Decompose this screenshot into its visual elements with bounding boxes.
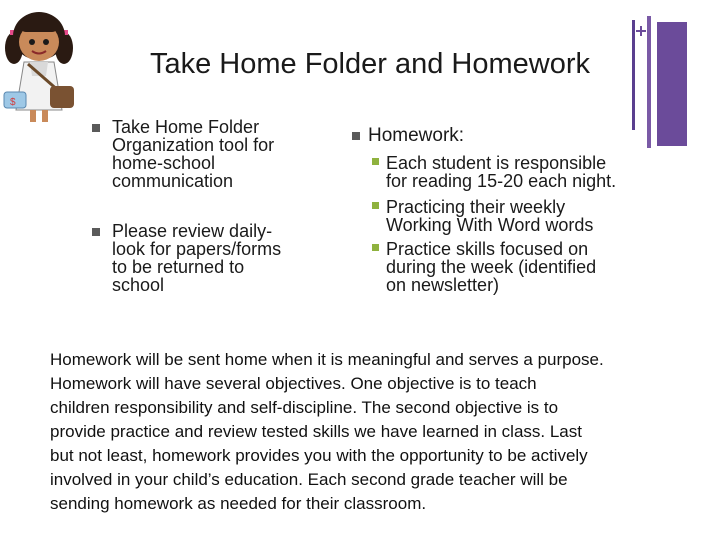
svg-text:$: $ [10, 97, 16, 108]
paragraph-line: involved in your child’s education. Each second grade teacher will be [50, 470, 568, 489]
paragraph-line: Homework will be sent home when it is meaningful and serves a purpose. [50, 350, 604, 369]
left-bullet-1 [112, 118, 332, 190]
plus-icon [636, 26, 646, 36]
text-line: communication [112, 171, 234, 191]
text-line: Take Home Folder [112, 117, 260, 137]
text-line: on newsletter) [386, 275, 500, 295]
paragraph-line: provide practice and review tested skills we have learned in class. Last [50, 422, 582, 441]
text-line: Each student is responsible [386, 153, 607, 173]
text-line: Please review daily- [112, 221, 273, 241]
bullet-square-green-icon [372, 202, 379, 209]
text-line: look for papers/forms [112, 239, 282, 259]
text-line: home-school [112, 153, 216, 173]
purple-bar-decoration [632, 16, 692, 156]
text-line: during the week (identified [386, 257, 597, 277]
bullet-square-green-icon [372, 158, 379, 165]
bullet-square-icon [92, 228, 100, 236]
text-line: for reading 15-20 each night. [386, 171, 617, 191]
paragraph-line: sending homework as needed for their classroom. [50, 494, 427, 513]
right-bullet-1 [386, 154, 686, 190]
slide-title: Take Home Folder and Homework [149, 48, 590, 80]
paragraph-line: children responsibility and self-discipline. The second objective is to [50, 398, 559, 417]
right-bullet-2 [386, 198, 686, 234]
text-line: Working With Word words [386, 215, 594, 235]
text-line: school [112, 275, 165, 295]
text-line: Organization tool for [112, 135, 275, 155]
right-bullet-3 [386, 240, 686, 294]
homework-heading: Homework: [368, 125, 465, 146]
girl-clipart-icon [0, 6, 90, 122]
paragraph-line: but not least, homework provides you with the opportunity to be actively [50, 446, 588, 465]
paragraph-line: Homework will have several objectives. One objective is to teach [50, 374, 537, 393]
bullet-square-icon [92, 124, 100, 132]
bullet-square-green-icon [372, 244, 379, 251]
bullet-square-icon [352, 132, 360, 140]
text-line: Practicing their weekly [386, 197, 566, 217]
left-bullet-2 [112, 222, 332, 294]
homework-paragraph [50, 348, 710, 516]
text-line: Practice skills focused on [386, 239, 589, 259]
text-line: to be returned to [112, 257, 245, 277]
